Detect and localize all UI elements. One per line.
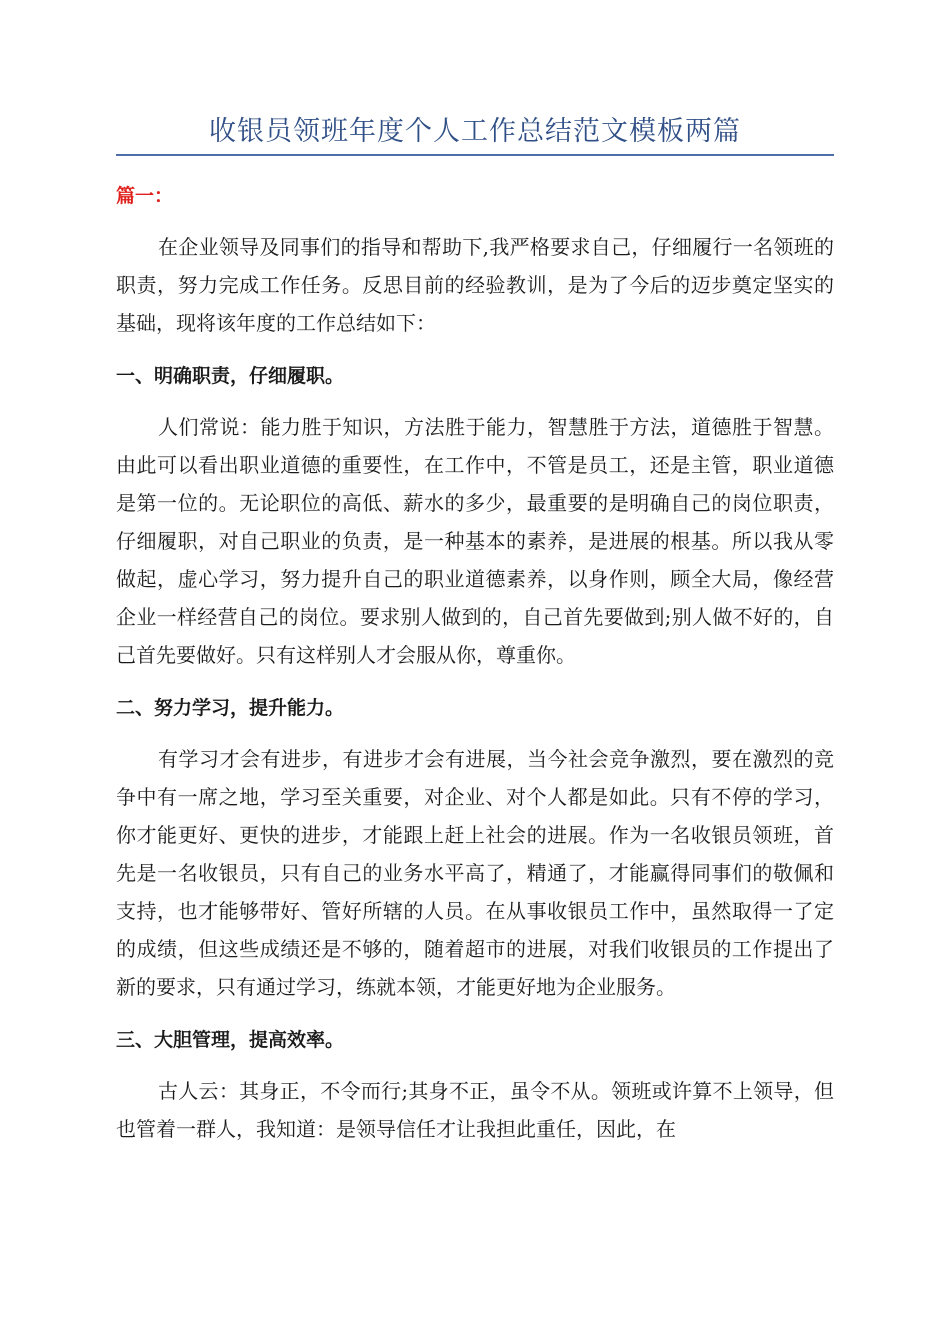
document-page bbox=[116, 0, 834, 1148]
intro-paragraph: 在企业领导及同事们的指导和帮助下,我严格要求自己，仔细履行一名领班的职责，努力完成工作任务。反思目前的经验教训，是为了今后的迈步奠定坚实的基础，现将该年度的工作总结如下： bbox=[116, 235, 834, 335]
section-body-2: 有学习才会有进步，有进步才会有进展，当今社会竞争激烈，要在激烈的竞争中有一席之地，学习至关重要，对企业、对个人都是如此。只有不停的学习，你才能更好、更快的进步，才能跟上赶上社会的进展。作为一名收银员领班，首先是一名收银员，只有自己的业务水平高了，精通了，才能赢得同事们的敬佩和支持，也才能够带好、管好所辖的人员。在从事收银员工作中，虽然取得一了定的成绩，但这些成绩还是不够的，随着超市的进展，对我们收银员的工作提出了新的要求，只有通过学习，练就本领，才能更好地为企业服务。 bbox=[116, 747, 834, 999]
section-heading-1: 一、明确职责，仔细履职。 bbox=[116, 365, 345, 387]
section-body-3: 古人云：其身正，不令而行;其身不正，虽令不从。领班或许算不上领导，但也管着一群人，我知道：是领导信任才让我担此重任，因此，在 bbox=[116, 1079, 834, 1141]
part-label: 篇一： bbox=[116, 185, 174, 207]
section-heading-2: 二、努力学习，提升能力。 bbox=[116, 697, 345, 719]
section-body-1: 人们常说：能力胜于知识，方法胜于能力，智慧胜于方法，道德胜于智慧。由此可以看出职业道德的重要性，在工作中，不管是员工，还是主管，职业道德是第一位的。无论职位的高低、薪水的多少，最重要的是明确自己的岗位职责，仔细履职，对自己职业的负责，是一种基本的素养，是进展的根基。所以我从零做起，虚心学习，努力提升自己的职业道德素养，以身作则，顾全大局，像经营企业一样经营自己的岗位。要求别人做到的，自己首先要做到;别人做不好的，自己首先要做好。只有这样别人才会服从你，尊重你。 bbox=[116, 415, 834, 667]
section-heading-3: 三、大胆管理，提高效率。 bbox=[116, 1029, 345, 1051]
document-title: 收银员领班年度个人工作总结范文模板两篇 bbox=[116, 112, 834, 156]
